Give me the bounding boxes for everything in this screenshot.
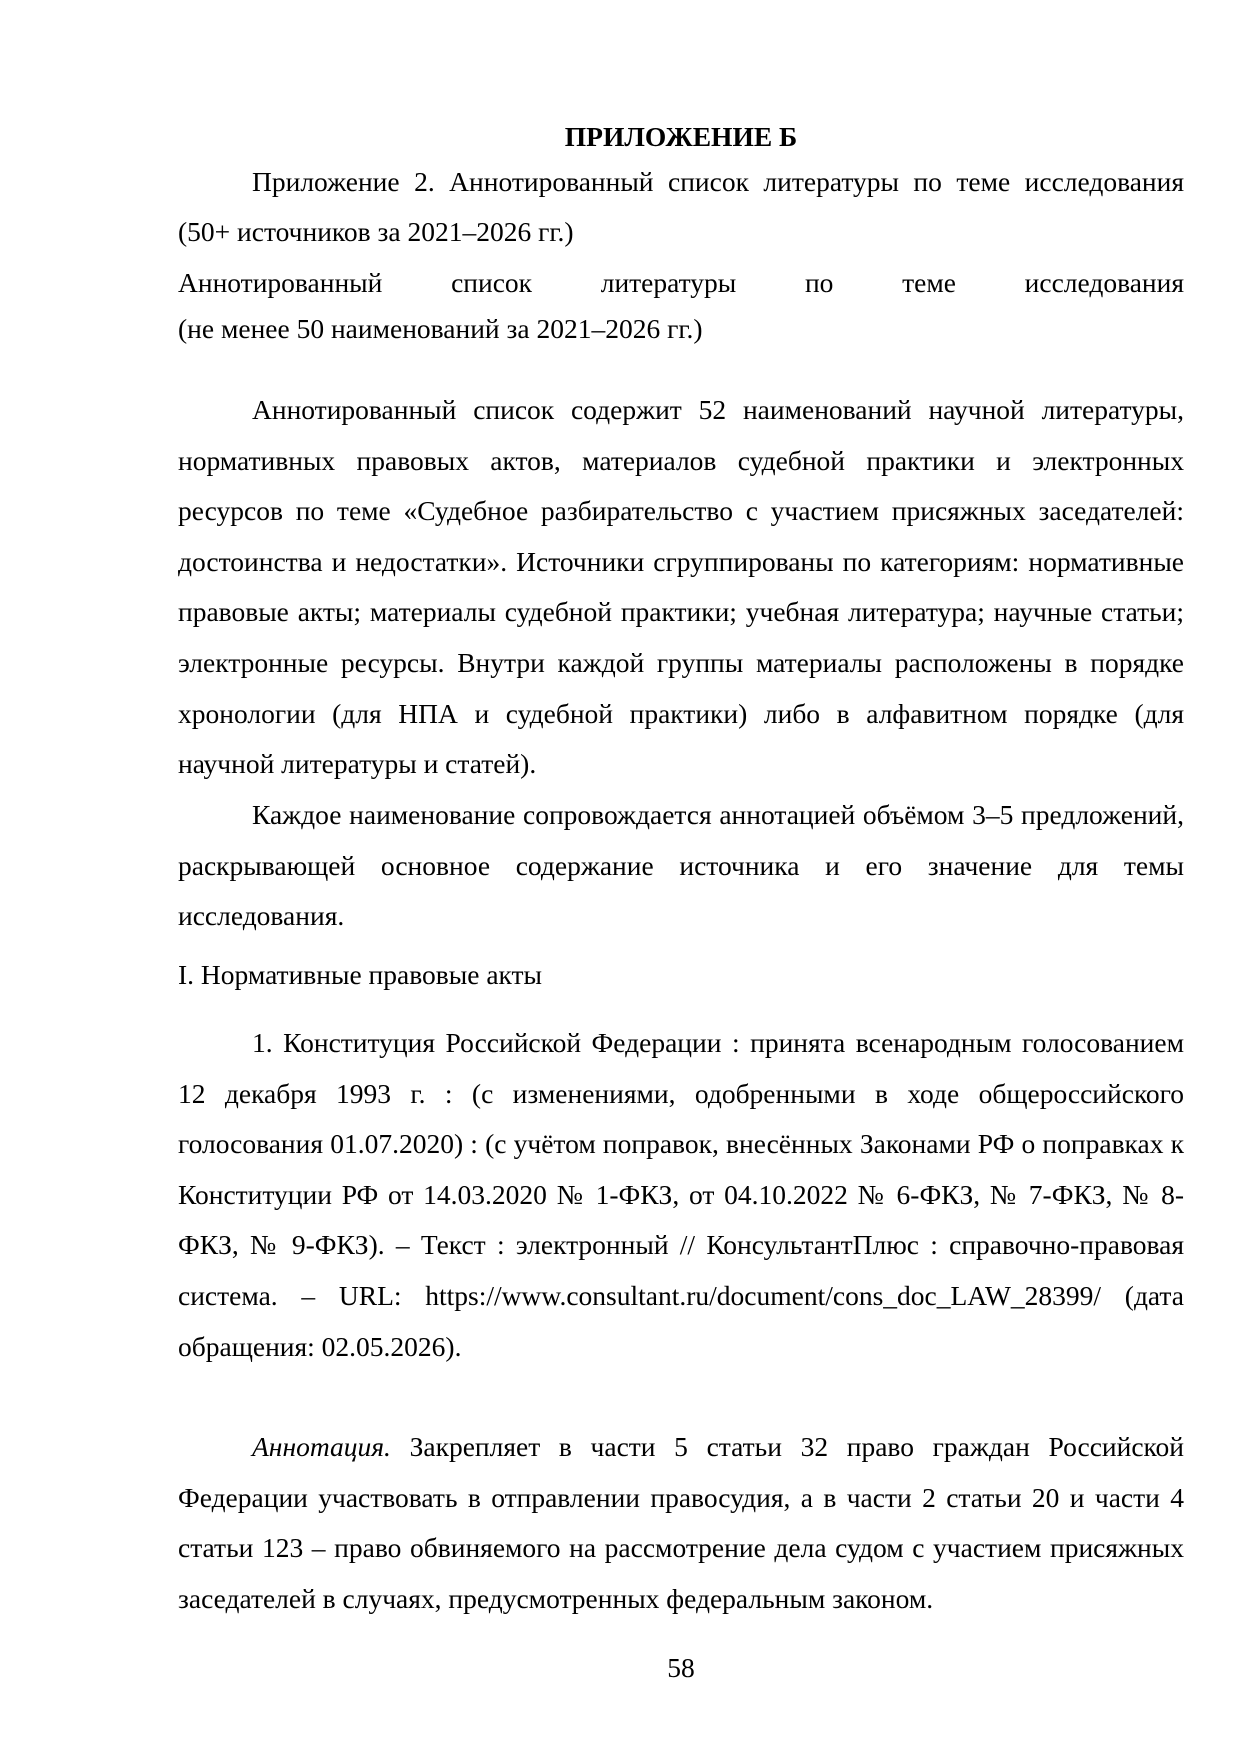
intro-paragraph: Аннотированный список содержит 52 наименований научной литературы, нормативных правовых актов, материалов судебной практики и электронных ресурсов по теме «Судебное разбирательство с участием присяжных заседателей: достоинства и недостатки». Источники сгруппированы по категориям: нормативные правовые акты; материалы судебной практики; учебная литература; научные статьи; электронные ресурсы. Внутри каждой группы материалы расположены в порядке хронологии (для НПА и судебной практики) либо в алфавитном порядке (для научной литературы и статей). bbox=[178, 394, 1184, 780]
list-heading-line-2: (не менее 50 наименований за 2021–2026 гг.) bbox=[178, 313, 703, 344]
bibliography-entry-1: 1. Конституция Российской Федерации : принята всенародным голосованием 12 декабря 1993 г. : (с изменениями, одобренными в ходе общероссийского голосования 01.07.2020) : (с учётом поправок, внесённых Законами РФ о поправках к Конституции РФ от 14.03.2020 № 1-ФКЗ, от 04.10.2022 № 6-ФКЗ, № 7-ФКЗ, № 8-ФКЗ, № 9-ФКЗ). – Текст : электронный // КонсультантПлюс : справочно-правовая система. – URL: https://www.consultant.ru/document/cons_doc_LAW_28399/ (дата обращения: 02.05.2026). bbox=[178, 1027, 1184, 1362]
list-heading bbox=[178, 260, 1184, 352]
appendix-title bbox=[178, 117, 1184, 157]
page-number: 58 bbox=[667, 1652, 695, 1683]
annotation-text: Закрепляет в части 5 статьи 32 право граждан Российской Федерации участвовать в отправлении правосудия, а в части 2 статьи 20 и части 4 статьи 123 – право обвиняемого на рассмотрение дела судом с участием присяжных заседателей в случаях, предусмотренных федеральным законом. bbox=[178, 1431, 1184, 1614]
annotation-label: Аннотация. bbox=[252, 1431, 391, 1462]
section-title-normative-acts: I. Нормативные правовые акты bbox=[178, 959, 543, 990]
entry-1-annotation bbox=[178, 1422, 1184, 1624]
appendix-subtitle: Приложение 2. Аннотированный список литературы по теме исследования (50+ источников за 2021–2026 гг.) bbox=[178, 166, 1184, 247]
appendix-title-text: ПРИЛОЖЕНИЕ Б bbox=[564, 121, 798, 152]
annotation-note-paragraph: Каждое наименование сопровождается аннотацией объёмом 3–5 предложений, раскрывающей основное содержание источника и его значение для темы исследования. bbox=[178, 799, 1184, 932]
list-heading-line-1: Аннотированный список литературы по теме исследования bbox=[178, 267, 1184, 298]
